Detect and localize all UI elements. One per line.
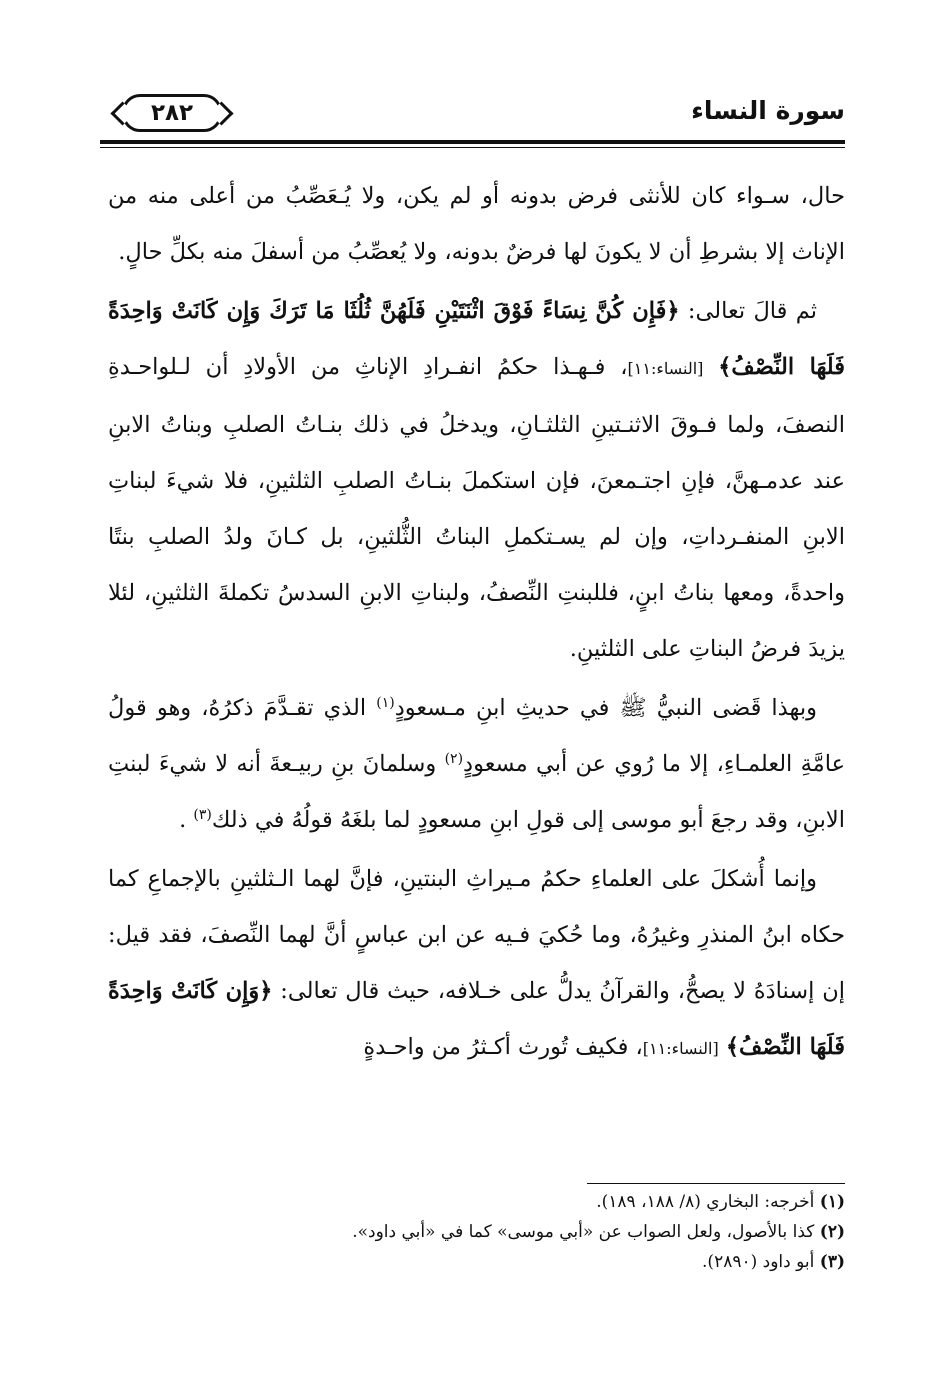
page-number: ٢٨٢ (150, 100, 194, 126)
paragraph-4-text-a: وإنما أُشكلَ على العلماءِ حكمُ مـيراثِ البنتينِ، فإنَّ لهما الـثلثينِ بالإجماعِ كما حكاه ابنُ المنذرِ وغيرُهُ، وما حُكيَ فـيه عن ابن عباسٍ أنَّ لهما النِّصفَ، فقد قيل: إن إسنادَهُ لا يصحُّ، والقرآنُ يدلُّ على خـلافه، حيث قال تعالى: (108, 866, 845, 1004)
footnote-text: كذا بالأصول، ولعل الصواب عن «أبي موسى» كما في «أبي داود». (352, 1222, 815, 1242)
paragraph-3 (108, 680, 845, 848)
verse-citation-2: [النساء:١١] (642, 1039, 719, 1058)
footnote-text: أبو داود (٢٨٩٠). (702, 1252, 815, 1272)
paragraph-3-text-c: وسلمانَ بنِ ربيـعةَ أنه لا شيءَ لبنتِ الابنِ، وقد رجعَ أبو موسى إلى قولِ ابنِ مسعودٍ لما بلغَهُ قولُهُ في ذلك (108, 751, 845, 833)
footnote-number: (٣) (819, 1252, 845, 1272)
footnote-separator (587, 1183, 845, 1184)
footnote-3 (108, 1247, 845, 1277)
paragraph-3-text-a: وبهذا قَضى النبيُّ ﷺ في حديثِ ابنِ مـسعودٍ (394, 695, 817, 721)
paragraph-3-text-b: الذي تقـدَّمَ ذكرُهُ، وهو قولُ عامَّةِ العلمـاءِ، إلا ما رُوي عن أبي مسعودٍ (108, 695, 845, 777)
main-text (108, 168, 845, 1077)
header-rule-thick (100, 140, 845, 144)
running-title: سورة النساء (691, 96, 845, 125)
footnote-ref-2[interactable]: (٢) (444, 751, 464, 767)
quran-verse-2: وَإِن كَانَتْ وَاحِدَةً فَلَهَا النِّصْفُ (108, 978, 845, 1060)
paragraph-1: حال، سـواء كان للأنثى فرض بدونه أو لم يكن، ولا يُـعَصِّبُ من أعلى منه من الإناث إلا بشرطِ أن لا يكونَ لها فرضٌ بدونه، ولا يُعصِّبُ من أسفلَ منه بكلِّ حالٍ. (108, 183, 845, 265)
header-rule-thin (100, 147, 845, 148)
paragraph-4-text-b: ، فكيف تُورث أكـثرُ من واحـدةٍ (363, 1034, 643, 1060)
verse-citation-1: [النساء:١١] (627, 359, 704, 378)
footnote-text: أخرجه: البخاري (٨/ ١٨٨، ١٨٩). (596, 1192, 815, 1212)
paragraph-2-text: ، فـهـذا حكمُ انفـرادِ الإناثِ من الأولادِ أن لـلواحـدةِ النصفَ، ولما فـوقَ الاثنـتينِ الثلثـانِ، ويدخلُ في ذلك بنـاتُ الصلبِ وبناتُ الابنِ عند عدمـهنَّ، فإنِ اجتـمعنَ، فإن استكملَ بنـاتُ الصلبِ الثلثينِ، فلا شيءَ لبناتِ الابنِ المنفـرداتِ، وإن لم يسـتكملِ البناتُ الثُّلثينِ، بل كـانَ ولدُ الصلبِ بنتًا واحدةً، ومعها بناتُ ابنٍ، فللبنتِ النِّصفُ، ولبناتِ الابنِ السدسُ تكملةَ الثلثينِ، لئلا يزيدَ فرضُ البناتِ على الثلثينِ. (108, 354, 845, 662)
footnote-1 (108, 1187, 845, 1217)
paragraph-4 (108, 851, 845, 1077)
footnote-ref-1[interactable]: (١) (376, 695, 395, 711)
page-number-badge (122, 94, 222, 132)
quran-open-bracket-2: ﴿ (259, 978, 273, 1004)
quran-verse-1: فَإِن كُنَّ نِسَاءً فَوْقَ اثْنَتَيْنِ فَلَهُنَّ ثُلُثَا مَا تَرَكَ وَإِن كَانَتْ وَاحِدَةً فَلَهَا النِّصْفُ (108, 298, 846, 380)
quran-close-bracket-2: ﴾ (725, 1034, 740, 1060)
footnote-2 (108, 1217, 845, 1247)
footnote-number: (٢) (819, 1222, 845, 1242)
paragraph-2-intro: ثم قالَ تعالى: (687, 298, 817, 324)
page-header (100, 82, 845, 142)
footnote-number: (١) (819, 1192, 845, 1212)
footnotes (108, 1187, 845, 1277)
footnote-ref-3[interactable]: (٣) (193, 807, 212, 823)
paragraph-2 (108, 283, 845, 677)
paragraph-3-text-d: . (179, 807, 194, 833)
quran-close-bracket: ﴾ (718, 354, 732, 380)
quran-open-bracket: ﴿ (666, 298, 680, 324)
